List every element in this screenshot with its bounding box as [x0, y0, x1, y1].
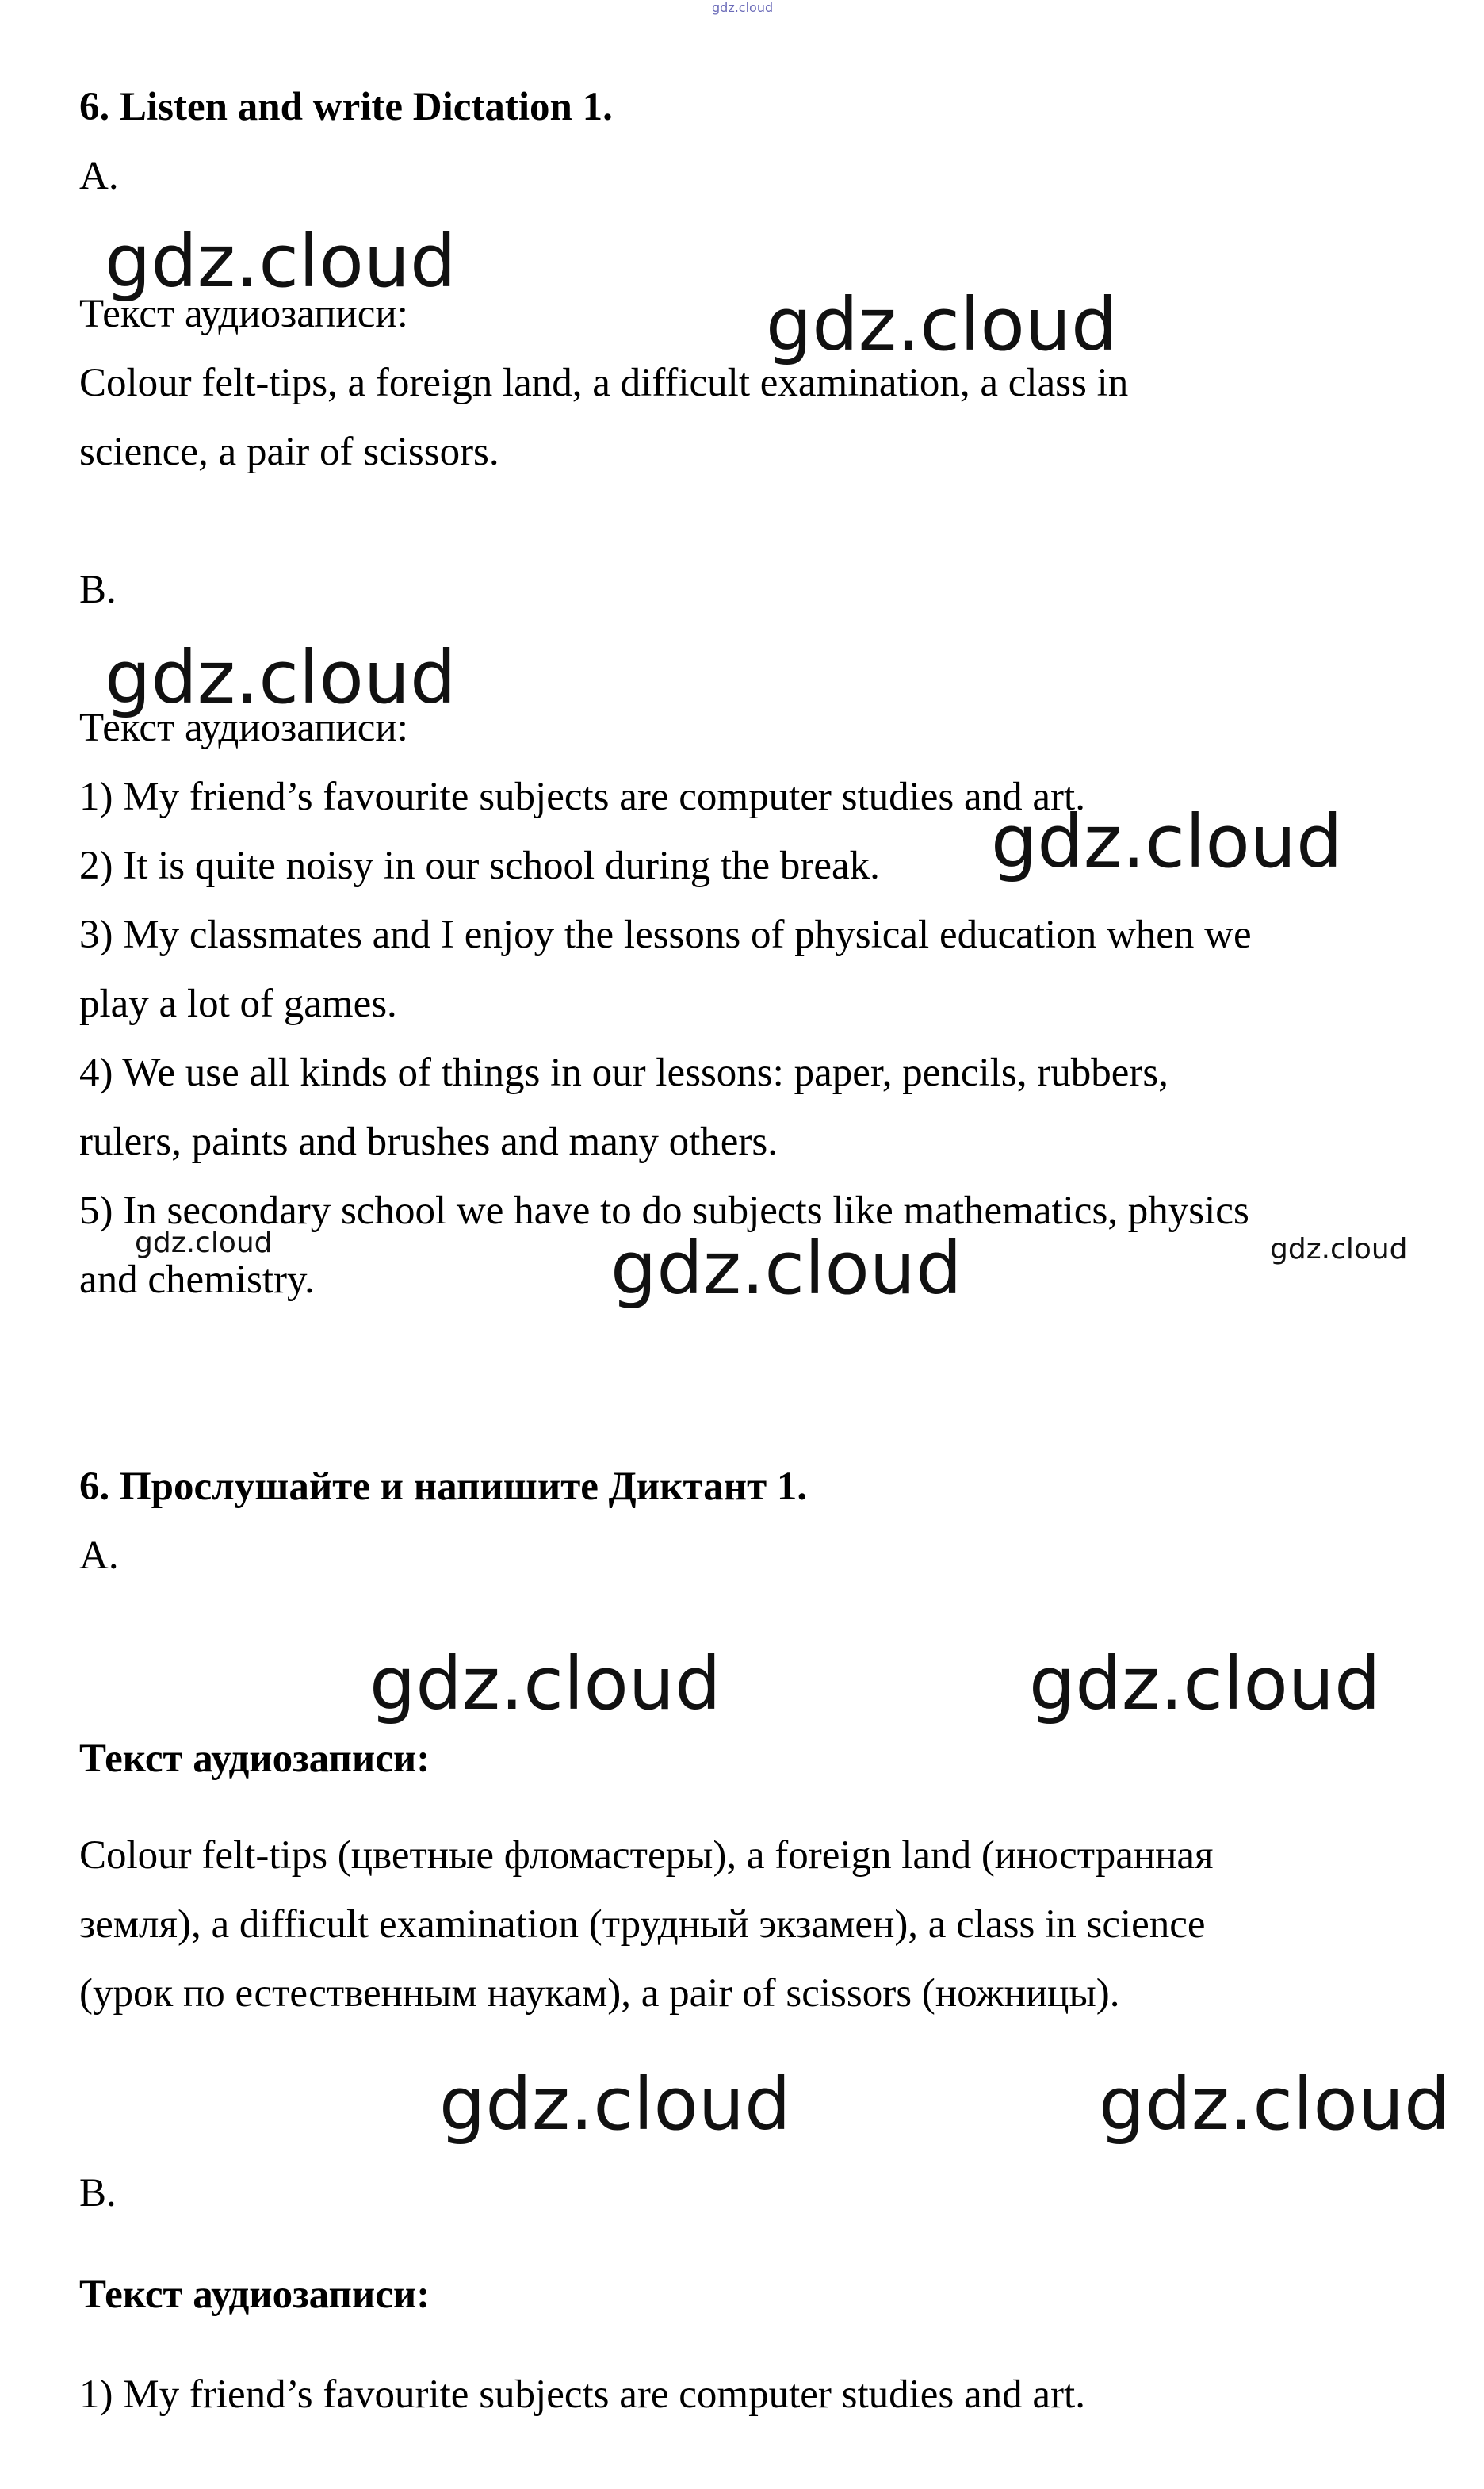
english-heading: 6. Listen and write Dictation 1. [79, 85, 613, 129]
watermark: gdz.cloud [105, 219, 457, 304]
russian-part-a-line-3: (урок по естественным наукам), a pair of scissors (ножницы). [79, 1971, 1120, 2016]
english-part-b-line-2: 2) It is quite noisy in our school during the break. [79, 844, 880, 888]
english-part-b-line-6: rulers, paints and brushes and many others. [79, 1120, 778, 1164]
russian-part-b-transcript-label: Текст аудиозаписи: [79, 2273, 430, 2317]
watermark-small: gdz.cloud [1270, 1233, 1408, 1266]
english-part-a-line-2: science, a pair of scissors. [79, 430, 499, 474]
watermark: gdz.cloud [766, 282, 1118, 367]
russian-heading: 6. Прослушайте и напишите Диктант 1. [79, 1465, 808, 1509]
watermark: gdz.cloud [610, 1226, 962, 1311]
english-part-b-line-4: play a lot of games. [79, 982, 397, 1026]
watermark: gdz.cloud [1029, 1641, 1381, 1726]
english-part-b-label: B. [79, 568, 117, 612]
english-part-b-line-3: 3) My classmates and I enjoy the lessons of physical education when we [79, 913, 1252, 957]
watermark: gdz.cloud [439, 2062, 791, 2146]
watermark: gdz.cloud [369, 1641, 721, 1726]
english-part-b-line-1: 1) My friend’s favourite subjects are computer studies and art. [79, 775, 1085, 819]
english-part-b-line-5: 4) We use all kinds of things in our lessons: paper, pencils, rubbers, [79, 1051, 1168, 1095]
russian-part-a-transcript-label: Текст аудиозаписи: [79, 1737, 430, 1781]
watermark-top: gdz.cloud [712, 0, 774, 15]
english-part-a-line-1: Colour felt-tips, a foreign land, a difficult examination, a class in [79, 361, 1129, 405]
english-part-b-line-8: and chemistry. [79, 1258, 315, 1302]
english-part-a-label: A. [79, 154, 119, 198]
russian-part-a-line-2: земля), a difficult examination (трудный экзамен), a class in science [79, 1902, 1206, 1947]
watermark: gdz.cloud [105, 635, 457, 720]
russian-part-a-line-1: Colour felt-tips (цветные фломастеры), a foreign land (иностранная [79, 1833, 1214, 1878]
watermark: gdz.cloud [991, 799, 1343, 884]
english-part-a-transcript-label: Текст аудиозаписи: [79, 292, 408, 336]
russian-part-a-label: A. [79, 1534, 119, 1578]
watermark: gdz.cloud [1099, 2062, 1451, 2146]
watermark-small: gdz.cloud [135, 1227, 273, 1259]
english-part-b-line-7: 5) In secondary school we have to do subjects like mathematics, physics [79, 1189, 1249, 1233]
english-part-b-transcript-label: Текст аудиозаписи: [79, 706, 408, 750]
russian-part-b-label: B. [79, 2171, 117, 2215]
russian-part-b-line-1: 1) My friend’s favourite subjects are computer studies and art. [79, 2372, 1085, 2417]
